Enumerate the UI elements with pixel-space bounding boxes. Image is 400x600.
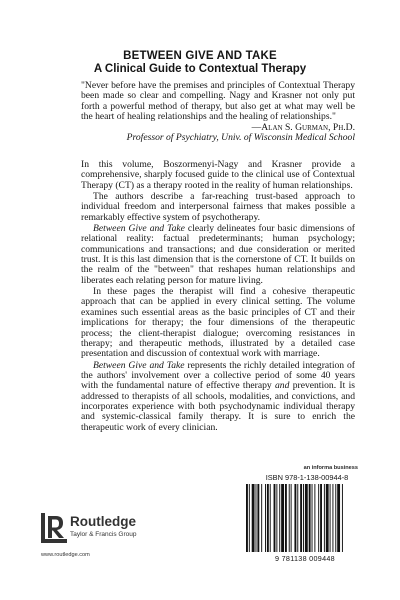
barcode-digits: 9 781138 009448 xyxy=(275,554,335,563)
isbn-label: ISBN 978-1-138-00944-8 xyxy=(265,473,349,482)
blurb-paragraph-5-text-b: prevention. It is addressed to therapists of all schools, modalities, and convictions, and incorporates experience with both psychodynamic individual therapy and systemic-classical family therapy. It is sure to enrich the therapeutic work of every clinician. xyxy=(81,380,355,433)
attribution-name: Alan S. Gurman, Ph.D. xyxy=(261,121,355,133)
publisher-url: www.routledge.com xyxy=(41,552,90,558)
routledge-r-icon xyxy=(41,513,67,543)
book-header xyxy=(0,50,400,76)
blurb-paragraph-3-text: clearly delineates four basic dimensions of relational reality: factual predeterminants; human psychology; communications and transactions; and due consideration or merited trust. It is this last dimension that is the cornerstone of CT. It builds on the realm of the "between" that reshapes human relationships and liberates each relating person for mature living. xyxy=(81,223,355,286)
blurb-paragraph-1: In this volume, Boszormenyi-Nagy and Krasner provide a comprehensive, sharply focused guide to the clinical use of Contextual Therapy (CT) as a therapy rooted in the reality of human relationships. xyxy=(81,159,355,191)
book-subtitle: A Clinical Guide to Contextual Therapy xyxy=(93,63,307,75)
blurb-title-ref: Between Give and Take xyxy=(93,223,185,235)
publisher-name: Routledge xyxy=(70,514,136,529)
blurb-paragraph-5-text-a: represents the richly detailed integration of the authors' involvement over a collective period of some 40 years with the fundamental nature of effective therapy xyxy=(81,359,355,392)
informa-business-label: an informa business xyxy=(303,465,358,471)
quote-text: "Never before have the premises and principles of Contextual Therapy been made so clear and compelling. Nagy and Krasner not only put forth a powerful method of therapy, but also get at what may well be the heart of healing relationships and the healing of relationships." xyxy=(81,80,355,123)
book-title: BETWEEN GIVE AND TAKE xyxy=(123,50,277,62)
blurb-title-ref: Between Give and Take xyxy=(93,359,185,371)
attribution-dash: — xyxy=(251,121,262,133)
blurb-paragraph-2: The authors describe a far-reaching trust-based approach to individual freedom and interpersonal fairness that makes possible a remarkably effective system of psychotherapy. xyxy=(81,191,355,223)
endorsement-quote xyxy=(81,81,355,143)
barcode-block xyxy=(240,482,370,570)
blurb xyxy=(81,160,355,434)
blurb-paragraph-3 xyxy=(81,224,355,286)
blurb-paragraph-5 xyxy=(81,361,355,433)
publisher-tagline: Taylor & Francis Group xyxy=(70,531,137,538)
blurb-emphasis-and: and xyxy=(275,380,290,392)
publisher-logo-block xyxy=(41,513,241,553)
attribution-affiliation: Professor of Psychiatry, Univ. of Wisconsin Medical School xyxy=(126,132,355,144)
blurb-paragraph-4: In these pages the therapist will find a cohesive therapeutic approach that can be applied in every clinical setting. The volume examines such essential areas as the basic principles of CT and their implications for therapy; the four dimensions of the therapeutic process; the client-therapist dialogue; overcoming resistances in therapy; and therapeutic methods, illustrated by a detailed case presentation and discussion of contextual work with marriage. xyxy=(81,286,355,360)
barcode xyxy=(240,482,370,554)
